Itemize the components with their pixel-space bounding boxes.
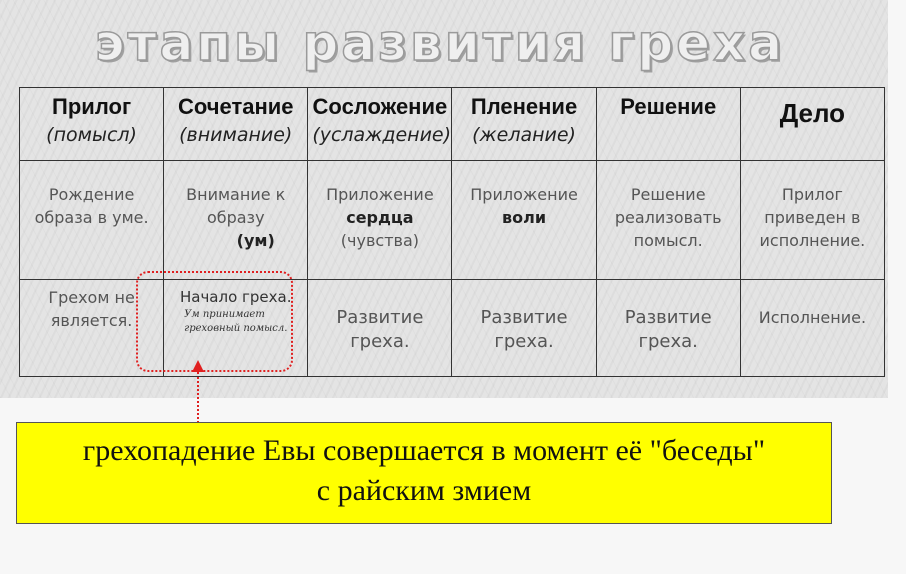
column-name: Решение (620, 94, 717, 119)
arrow-up-icon (192, 360, 204, 372)
cell-text (456, 183, 591, 229)
cell-text-part: Внимание к образу (186, 185, 286, 227)
cell-text (312, 183, 447, 252)
cell-text: Начало греха. (179, 288, 292, 306)
cell-text-bold: (ум) (236, 231, 275, 250)
cell-text: Грехом не является. (48, 288, 135, 330)
column-subtitle: (услаждение) (312, 124, 452, 146)
cell-text: Развитие греха. (480, 307, 568, 352)
cell-text-part: Приложение (470, 185, 578, 204)
table-cell (452, 161, 596, 280)
table-cell (164, 280, 308, 377)
stages-table (19, 87, 885, 377)
column-name: Прилог (52, 94, 132, 119)
column-subtitle: (внимание) (179, 124, 293, 146)
cell-text-part: Приложение (326, 185, 434, 204)
table-cell (164, 161, 308, 280)
cell-note: Ум принимает греховный помысл. (184, 309, 288, 334)
column-name: Сочетание (177, 94, 294, 119)
cell-text: Развитие греха. (624, 307, 712, 352)
table-cell (308, 280, 452, 377)
header-row (20, 88, 885, 161)
cell-text-part: (чувства) (340, 231, 419, 250)
callout-box (16, 422, 832, 524)
cell-text: Исполнение. (758, 308, 867, 327)
slide-title: этапы развития греха (94, 14, 786, 72)
cell-text: Рождение образа в уме. (34, 185, 149, 227)
table-cell (20, 280, 164, 377)
cell-text (168, 183, 303, 252)
table-cell (740, 280, 884, 377)
table-cell (308, 161, 452, 280)
header-cell (20, 88, 164, 161)
table-cell (20, 161, 164, 280)
cell-text-bold: воли (502, 208, 547, 227)
table-cell (740, 161, 884, 280)
description-row (20, 161, 885, 280)
arrow-line (197, 372, 199, 427)
table-cell (596, 161, 740, 280)
cell-text: Решение реализовать помысл. (614, 185, 722, 250)
column-subtitle: (помысл) (46, 124, 137, 146)
table-cell (452, 280, 596, 377)
cell-text: Развитие греха. (336, 307, 424, 352)
column-name: Сосложение (312, 94, 448, 119)
cell-text: Прилог приведен в исполнение. (759, 185, 866, 250)
header-cell (452, 88, 596, 161)
header-cell (308, 88, 452, 161)
evaluation-row (20, 280, 885, 377)
callout-line-1: грехопадение Евы совершается в момент её "беседы" (82, 434, 766, 467)
column-name: Дело (779, 98, 846, 128)
header-cell (164, 88, 308, 161)
column-name: Пленение (470, 94, 578, 119)
column-subtitle: (желание) (472, 124, 576, 146)
header-cell (740, 88, 884, 161)
table-cell (596, 280, 740, 377)
cell-text-bold: сердца (346, 208, 414, 227)
callout-line-2: с райским змием (316, 474, 532, 507)
header-cell (596, 88, 740, 161)
